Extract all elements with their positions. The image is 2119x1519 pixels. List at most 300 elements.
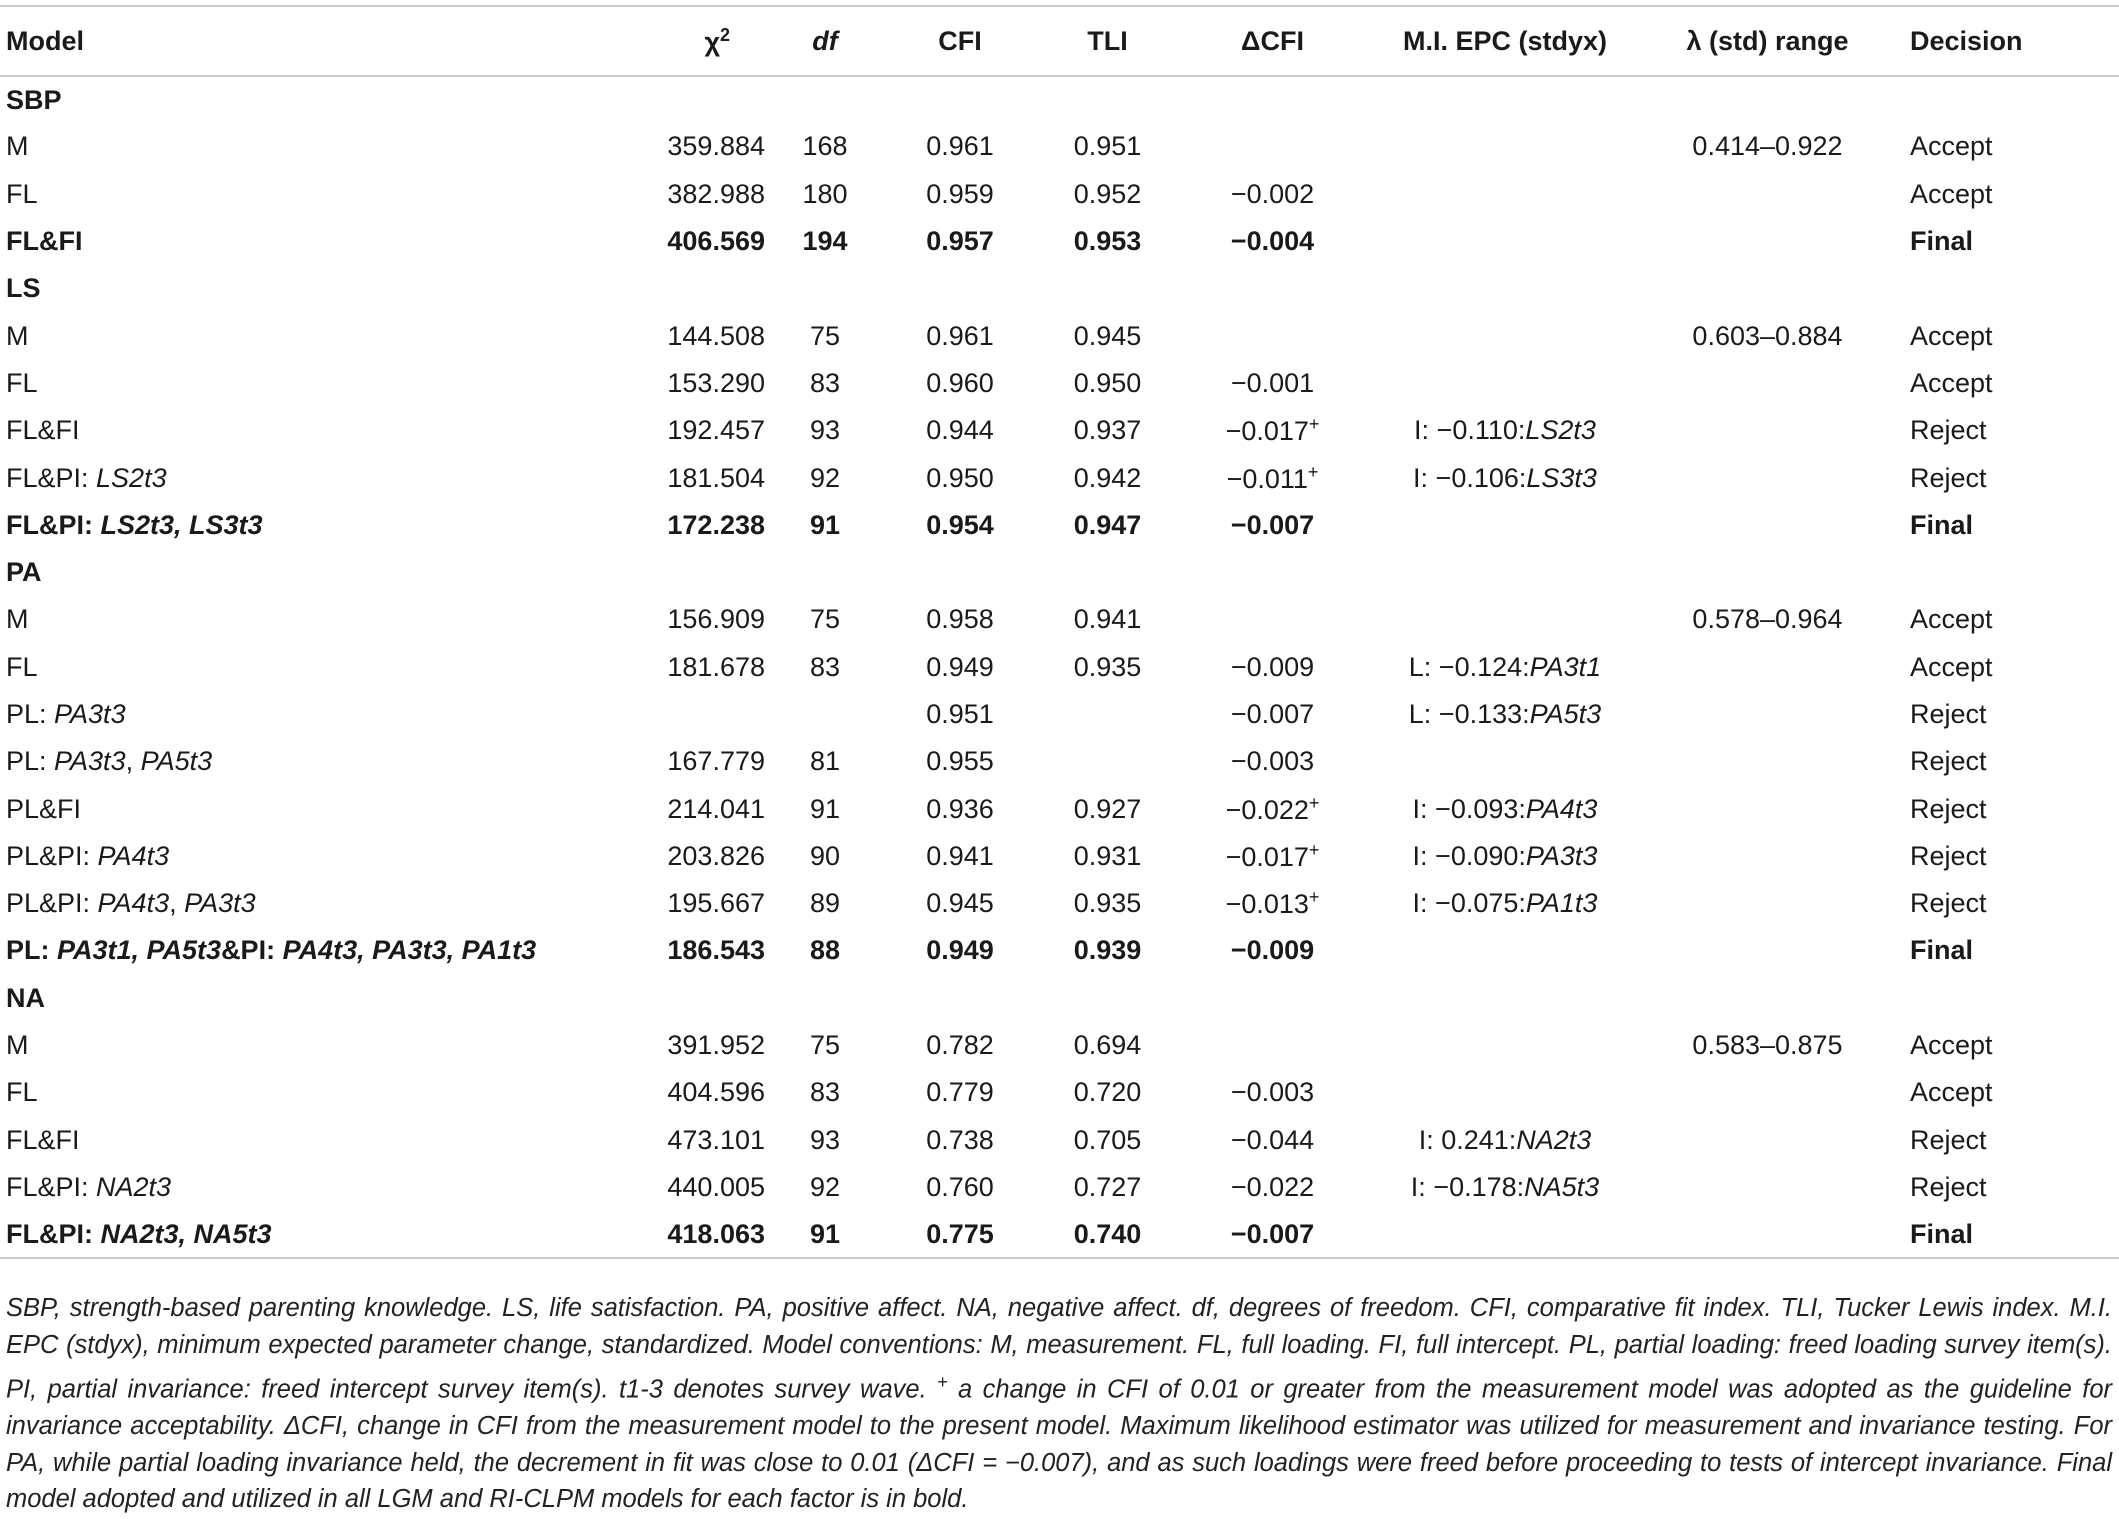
cell-empty: [600, 975, 765, 1022]
model-label: LS: [6, 273, 41, 304]
cell-decision: Reject: [1910, 415, 1987, 446]
cell-empty: [1035, 549, 1180, 596]
cell-empty: [1035, 265, 1180, 312]
cell-model: [0, 785, 600, 832]
cell-empty: [1645, 549, 1890, 596]
cell-tli: 0.935: [1073, 888, 1142, 919]
model-item-2: PA3t3: [184, 888, 256, 919]
cell-chi-square: 144.508: [667, 320, 765, 351]
group-row: [0, 265, 2119, 312]
cell-delta-cfi: [1180, 312, 1365, 359]
table-row: [0, 833, 2119, 880]
epc-item: NA5t3: [1524, 1171, 1600, 1202]
cell-empty: [765, 76, 885, 123]
cell-tli: 0.941: [1073, 604, 1142, 635]
cell-df: 88: [809, 935, 841, 966]
cell-model: [0, 738, 600, 785]
cell-model: [0, 880, 600, 927]
cell-epc: [1365, 312, 1645, 359]
model-label: FL&FI: [6, 1124, 80, 1155]
delta-cfi-value: −0.004: [1230, 226, 1315, 257]
cell-chi-square: 186.543: [667, 935, 765, 966]
cell-cfi: 0.960: [926, 367, 994, 398]
table-row: [0, 1069, 2119, 1116]
cell-decision: Reject: [1910, 888, 1987, 919]
cell-lambda: [1645, 218, 1890, 265]
epc-item: PA3t1: [1529, 651, 1602, 682]
model-item-2: PA5t3: [140, 746, 213, 777]
cell-epc: [1365, 123, 1645, 170]
table-row: [0, 218, 2119, 265]
cell-lambda: [1645, 833, 1890, 880]
delta-cfi-value: −0.044: [1230, 1124, 1315, 1155]
cell-empty: [1035, 76, 1180, 123]
cell-model: [0, 312, 600, 359]
model-label: FL: [6, 651, 38, 682]
model-item: PA4t3: [97, 888, 170, 919]
cell-df: 180: [802, 178, 848, 209]
table-row: [0, 407, 2119, 454]
cell-df: 194: [802, 226, 848, 257]
cell-tli: 0.942: [1073, 462, 1142, 493]
model-label: PL&PI:: [6, 840, 98, 871]
cell-tli: 0.720: [1073, 1077, 1142, 1108]
delta-cfi-value: −0.017: [1225, 841, 1309, 872]
delta-cfi-value: −0.001: [1230, 367, 1315, 398]
delta-cfi-value: −0.007: [1230, 509, 1315, 540]
cell-empty: [765, 549, 885, 596]
cell-model: [0, 1211, 600, 1258]
header-row: [0, 6, 2119, 76]
cell-decision: Reject: [1910, 793, 1987, 824]
cell-tli: 0.947: [1073, 509, 1142, 540]
model-label: PA: [6, 557, 42, 588]
model-label: FL&PI:: [6, 1218, 101, 1249]
cell-decision: Accept: [1910, 1030, 1993, 1061]
cell-decision: Reject: [1910, 746, 1987, 777]
cell-tli: 0.705: [1073, 1124, 1142, 1155]
cell-lambda: [1645, 880, 1890, 927]
cell-chi-square: 167.779: [667, 746, 765, 777]
cell-chi-square: 172.238: [667, 509, 765, 540]
cell-delta-cfi: [1180, 1022, 1365, 1069]
model-tail: ,: [169, 888, 185, 919]
cell-cfi: 0.738: [926, 1124, 994, 1155]
cell-lambda: [1645, 927, 1890, 974]
table-row: [0, 1164, 2119, 1211]
model-label: FL&FI: [6, 415, 80, 446]
cell-delta-cfi: [1180, 1164, 1365, 1211]
cell-cfi: 0.949: [926, 935, 994, 966]
cell-df: 93: [809, 1124, 841, 1155]
model-tail: &PI:: [221, 935, 283, 966]
model-item: PA3t3: [54, 699, 126, 729]
cell-tli: 0.740: [1035, 1211, 1180, 1258]
cell-empty: [885, 549, 1035, 596]
cell-decision: Accept: [1910, 1077, 1993, 1108]
cell-delta-cfi: [1180, 1069, 1365, 1116]
cell-empty: [1890, 265, 2119, 312]
cell-model: [0, 1117, 600, 1164]
cell-cfi: 0.779: [926, 1077, 994, 1108]
cell-df: 90: [809, 840, 841, 871]
cell-delta-cfi: [1180, 1211, 1365, 1258]
cell-tli: 0.694: [1073, 1030, 1142, 1061]
cell-epc: [1365, 1117, 1645, 1164]
delta-cfi-value: −0.022: [1225, 794, 1309, 825]
model-tail: ,: [125, 746, 141, 777]
delta-cfi-value: −0.009: [1230, 651, 1315, 682]
table-body: [0, 76, 2119, 1258]
cell-epc: [1365, 218, 1645, 265]
model-item: LS2t3: [96, 462, 167, 493]
header-df: [765, 6, 885, 76]
cell-model: [0, 218, 600, 265]
cell-chi-square: [600, 691, 765, 738]
model-item: PA3t1, PA5t3: [57, 935, 222, 966]
cell-empty: [1365, 549, 1645, 596]
model-label: PL:: [6, 746, 55, 777]
cell-lambda: [1645, 407, 1890, 454]
cell-chi-square: 153.290: [667, 367, 765, 398]
cell-model: [0, 927, 600, 974]
cell-chi-square: 440.005: [667, 1171, 765, 1202]
delta-cfi-flag: +: [1308, 414, 1320, 435]
cell-delta-cfi: [1180, 171, 1365, 218]
cell-delta-cfi: [1180, 123, 1365, 170]
table-row: [0, 927, 2119, 974]
cell-tli: 0.727: [1073, 1171, 1142, 1202]
cell-delta-cfi: [1180, 927, 1365, 974]
cell-empty: [600, 265, 765, 312]
table-row: [0, 644, 2119, 691]
model-label: FL: [6, 178, 38, 209]
cell-df: 83: [809, 1077, 841, 1108]
cell-decision: Reject: [1910, 840, 1987, 871]
delta-cfi-value: −0.017: [1225, 416, 1309, 447]
cell-epc: [1365, 596, 1645, 643]
cell-delta-cfi: [1180, 785, 1365, 832]
cell-chi-square: 156.909: [667, 604, 765, 635]
table-row: [0, 880, 2119, 927]
table-row: [0, 502, 2119, 549]
cell-epc: [1365, 1164, 1645, 1211]
model-label: M: [6, 320, 29, 351]
model-label: M: [6, 131, 29, 162]
cell-lambda: [1645, 502, 1890, 549]
cell-epc: [1365, 407, 1645, 454]
cell-cfi: 0.949: [926, 651, 994, 682]
header-chi-square: [600, 6, 765, 76]
cell-empty: [1365, 265, 1645, 312]
cell-chi-square: 418.063: [600, 1211, 765, 1258]
header-chi-sup: 2: [719, 24, 730, 45]
cell-epc: [1365, 691, 1645, 738]
delta-cfi-value: −0.013: [1225, 889, 1309, 920]
cell-lambda: [1645, 1117, 1890, 1164]
cell-df: 92: [809, 1171, 841, 1202]
cell-decision: Final: [1910, 935, 1974, 966]
header-chi-symbol: χ: [704, 26, 720, 57]
cell-chi-square: 359.884: [667, 131, 765, 162]
cell-epc: [1365, 738, 1645, 785]
model-label: FL&FI: [6, 226, 83, 257]
cell-cfi: 0.936: [926, 793, 994, 824]
cell-lambda: [1645, 738, 1890, 785]
epc-item: PA1t3: [1525, 888, 1598, 919]
model-label: FL&PI:: [6, 1171, 97, 1202]
cell-lambda: [1645, 454, 1890, 501]
table-row: [0, 171, 2119, 218]
cell-chi-square: 404.596: [667, 1077, 765, 1108]
delta-cfi-flag: +: [1308, 839, 1320, 860]
cell-epc: [1365, 644, 1645, 691]
cell-chi-square: 181.678: [667, 651, 765, 682]
model-item: LS2t3, LS3t3: [100, 509, 263, 540]
cell-cfi: 0.959: [926, 178, 994, 209]
table-row: [0, 1211, 2119, 1258]
cell-chi-square: 214.041: [667, 793, 765, 824]
cell-delta-cfi: [1180, 596, 1365, 643]
cell-model: [0, 76, 600, 123]
cell-empty: [1890, 549, 2119, 596]
cell-epc: [1365, 502, 1645, 549]
cell-empty: [1890, 76, 2119, 123]
model-label: PL&FI: [6, 793, 82, 824]
cell-lambda: [1645, 360, 1890, 407]
cell-empty: [1035, 975, 1180, 1022]
cell-epc: [1365, 833, 1645, 880]
cell-model: [0, 171, 600, 218]
cell-empty: [765, 975, 885, 1022]
model-item: NA2t3, NA5t3: [100, 1218, 272, 1249]
cell-tli: 0.950: [1073, 367, 1142, 398]
cell-decision: Reject: [1910, 462, 1987, 493]
cell-tli: [1035, 691, 1180, 738]
epc-item: PA5t3: [1529, 699, 1602, 729]
epc-value: I: −0.075:: [1412, 888, 1526, 919]
model-label: FL: [6, 367, 38, 398]
cell-empty: [885, 76, 1035, 123]
model-label: M: [6, 1030, 29, 1061]
footnote-plus: +: [937, 1371, 948, 1392]
cell-model: [0, 265, 600, 312]
cell-decision: Accept: [1910, 320, 1993, 351]
cell-decision: Reject: [1910, 699, 1987, 729]
cell-chi-square: 473.101: [667, 1124, 765, 1155]
cell-df: 83: [809, 651, 841, 682]
cell-epc: [1365, 454, 1645, 501]
cell-empty: [885, 975, 1035, 1022]
cell-empty: [1890, 975, 2119, 1022]
cell-lambda: 0.603–0.884: [1692, 320, 1843, 351]
delta-cfi-value: −0.003: [1230, 1077, 1315, 1108]
cell-cfi: 0.955: [926, 746, 994, 777]
cell-lambda: [1645, 1211, 1890, 1258]
cell-cfi: 0.958: [926, 604, 994, 635]
header-lambda: λ (std) range: [1645, 6, 1890, 76]
cell-lambda: [1645, 691, 1890, 738]
model-item-2: PA4t3, PA3t3, PA1t3: [282, 935, 537, 966]
cell-tli: 0.953: [1073, 226, 1142, 257]
cell-empty: [1180, 549, 1365, 596]
cell-empty: [885, 265, 1035, 312]
cell-model: [0, 454, 600, 501]
cell-decision: Accept: [1910, 131, 1993, 162]
model-label: PL&PI:: [6, 888, 98, 919]
epc-item: PA4t3: [1525, 793, 1598, 824]
cell-cfi: 0.945: [926, 888, 994, 919]
cell-delta-cfi: [1180, 454, 1365, 501]
cell-empty: [1180, 975, 1365, 1022]
table-row: [0, 123, 2119, 170]
cell-decision: Final: [1910, 509, 1974, 540]
epc-value: I: −0.106:: [1413, 462, 1527, 493]
epc-item: LS2t3: [1525, 415, 1596, 446]
cell-empty: [765, 265, 885, 312]
cell-cfi: 0.775: [885, 1211, 1035, 1258]
cell-chi-square: 391.952: [667, 1030, 765, 1061]
cell-cfi: 0.961: [926, 131, 994, 162]
delta-cfi-flag: +: [1307, 461, 1319, 482]
cell-lambda: [1645, 1164, 1890, 1211]
cell-cfi: 0.782: [926, 1030, 994, 1061]
cell-model: [0, 596, 600, 643]
model-label: FL: [6, 1077, 38, 1108]
header-cfi: CFI: [885, 6, 1035, 76]
header-df-text: df: [812, 25, 838, 56]
cell-tli: 0.927: [1073, 793, 1142, 824]
cell-lambda: 0.414–0.922: [1692, 131, 1843, 162]
cell-delta-cfi: [1180, 360, 1365, 407]
header-delta-cfi: ΔCFI: [1180, 6, 1365, 76]
cell-cfi: 0.957: [926, 226, 994, 257]
cell-empty: [1365, 76, 1645, 123]
cell-model: [0, 975, 600, 1022]
footnote-text-2: a change in CFI of 0.01 or greater from the measurement model was adopted as the guideline for invariance acceptability. ΔCFI, change in CFI from the measurement model to the present model. Maximum likelihood estimator was utilized for measurement and invariance testing. For PA, while partial loading invariance held, the decrement in fit was close to 0.01 (ΔCFI = −0.007), and as such loadings were freed before proceeding to tests of intercept invariance. Final model adopted and utilized in all LGM and RI-CLPM models for each factor is in bold.: [6, 1375, 2112, 1514]
cell-epc: [1365, 171, 1645, 218]
cell-epc: [1365, 1069, 1645, 1116]
cell-epc: [1365, 785, 1645, 832]
model-label: M: [6, 604, 29, 635]
cell-tli: 0.935: [1073, 651, 1142, 682]
cell-df: 91: [809, 509, 841, 540]
header-decision: Decision: [1890, 6, 2119, 76]
cell-model: [0, 549, 600, 596]
epc-item: LS3t3: [1526, 462, 1597, 493]
group-row: [0, 76, 2119, 123]
cell-empty: [1645, 265, 1890, 312]
cell-model: [0, 123, 600, 170]
cell-df: 89: [809, 888, 841, 919]
cell-empty: [1180, 76, 1365, 123]
cell-tli: 0.951: [1073, 131, 1142, 162]
model-label: FL&PI:: [6, 509, 101, 540]
cell-cfi: 0.961: [926, 320, 994, 351]
cell-model: [0, 833, 600, 880]
delta-cfi-value: −0.011: [1226, 463, 1308, 494]
cell-decision: Reject: [1910, 1171, 1987, 1202]
cell-empty: [1180, 265, 1365, 312]
cell-model: [0, 691, 600, 738]
cell-chi-square: 406.569: [667, 226, 765, 257]
cell-chi-square: 382.988: [667, 178, 765, 209]
cell-empty: [1365, 975, 1645, 1022]
cell-decision: Accept: [1910, 367, 1993, 398]
cell-delta-cfi: [1180, 407, 1365, 454]
cell-chi-square: 195.667: [667, 888, 765, 919]
cell-lambda: 0.578–0.964: [1692, 604, 1843, 635]
cell-empty: [600, 76, 765, 123]
cell-model: [0, 407, 600, 454]
cell-df: 91: [765, 1211, 885, 1258]
cell-decision: Accept: [1910, 651, 1993, 682]
cell-tli: 0.939: [1073, 935, 1142, 966]
delta-cfi-flag: +: [1308, 792, 1320, 813]
cell-chi-square: 192.457: [667, 415, 765, 446]
header-epc: M.I. EPC (stdyx): [1365, 6, 1645, 76]
epc-value: I: −0.178:: [1410, 1171, 1525, 1202]
cell-tli: 0.952: [1073, 178, 1142, 209]
cell-epc: [1365, 927, 1645, 974]
header-model: Model: [0, 6, 600, 76]
cell-decision: Final: [1890, 1211, 2119, 1258]
model-item: NA2t3: [96, 1171, 172, 1202]
cell-model: [0, 502, 600, 549]
cell-delta-cfi: [1180, 833, 1365, 880]
cell-lambda: 0.583–0.875: [1692, 1030, 1843, 1061]
cell-cfi: 0.954: [926, 509, 994, 540]
delta-cfi-value: −0.007: [1230, 1218, 1315, 1249]
cell-decision: Accept: [1910, 604, 1993, 635]
cell-tli: 0.931: [1073, 840, 1142, 871]
cell-df: 75: [809, 320, 841, 351]
cell-cfi: 0.944: [926, 415, 994, 446]
cell-cfi: 0.951: [926, 699, 994, 729]
cell-lambda: [1645, 785, 1890, 832]
cell-delta-cfi: [1180, 1117, 1365, 1164]
delta-cfi-flag: +: [1308, 887, 1320, 908]
cell-lambda: [1645, 171, 1890, 218]
cell-cfi: 0.760: [926, 1171, 994, 1202]
cell-model: [0, 1022, 600, 1069]
delta-cfi-value: −0.022: [1230, 1171, 1315, 1202]
cell-empty: [1645, 975, 1890, 1022]
cell-df: 92: [809, 462, 841, 493]
table-row: [0, 360, 2119, 407]
cell-epc: [1365, 1022, 1645, 1069]
cell-df: 91: [809, 793, 841, 824]
epc-value: I: −0.110:: [1414, 415, 1526, 446]
cell-lambda: [1645, 644, 1890, 691]
group-row: [0, 549, 2119, 596]
cell-model: [0, 644, 600, 691]
cell-df: 81: [809, 746, 841, 777]
cell-tli: 0.937: [1073, 415, 1142, 446]
table-row: [0, 738, 2119, 785]
delta-cfi-value: −0.003: [1230, 746, 1315, 777]
model-fit-table: [0, 5, 2119, 1259]
cell-delta-cfi: [1180, 502, 1365, 549]
epc-item: PA3t3: [1525, 840, 1598, 871]
cell-delta-cfi: [1180, 644, 1365, 691]
epc-value: I: −0.090:: [1412, 840, 1526, 871]
delta-cfi-value: −0.007: [1230, 699, 1315, 729]
cell-chi-square: 203.826: [667, 840, 765, 871]
cell-df: [765, 691, 885, 738]
model-label: PL:: [6, 699, 55, 729]
cell-tli: 0.945: [1073, 320, 1142, 351]
